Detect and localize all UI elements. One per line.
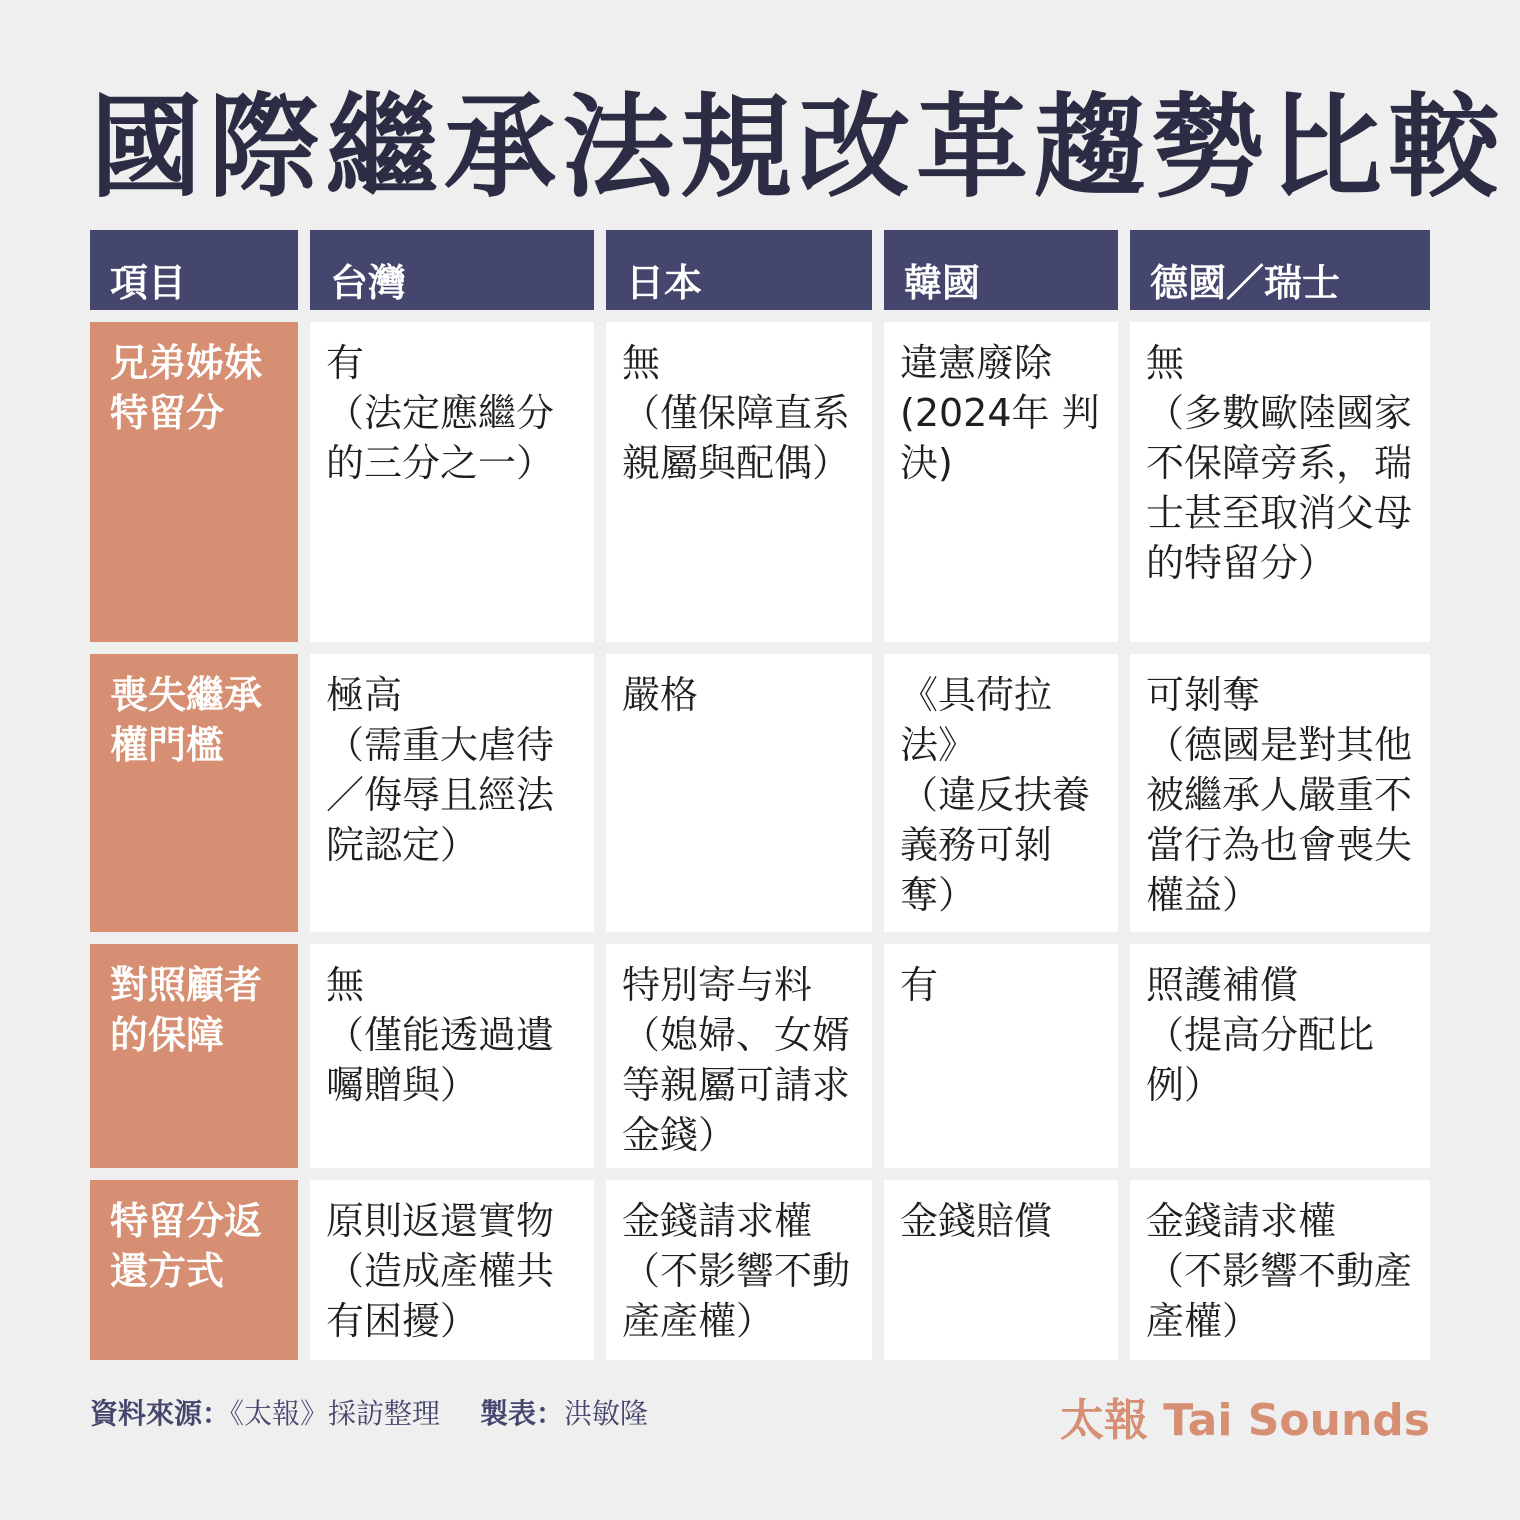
comparison-table [90, 230, 1430, 1360]
table-cell [310, 654, 594, 932]
cell-note: （僅能透過遺囑贈與） [326, 1013, 555, 1107]
cell-main: 特別寄与料 [622, 963, 813, 1007]
cell-main: 無 [1146, 341, 1185, 385]
cell-note: （不影響不動產產權） [1146, 1249, 1413, 1343]
row-label-line: 兄弟姊妹 [110, 341, 263, 385]
cell-main: 無 [326, 963, 365, 1007]
cell-note: （德國是對其他被繼承人嚴重不當行為也會喪失權益） [1146, 723, 1413, 917]
row-label-caregiver-protection [90, 944, 298, 1168]
header-germany-switzerland: 德國／瑞士 [1130, 230, 1430, 310]
cell-main: 極高 [326, 673, 403, 717]
row-label-line: 喪失繼承 [110, 673, 263, 717]
cell-main: 可剝奪 [1146, 673, 1261, 717]
row-label-line: 特留分返 [110, 1199, 263, 1243]
row-label-line: 特留分 [110, 391, 225, 435]
cell-note: （提高分配比例） [1146, 1013, 1375, 1107]
footer-credits [90, 1392, 648, 1432]
row-label-line: 的保障 [110, 1013, 225, 1057]
cell-note: （造成產權共有困擾） [326, 1249, 555, 1343]
source-value: 《太報》採訪整理 [230, 1397, 441, 1430]
table-cell [1130, 654, 1430, 932]
row-label-sibling-reserved-share [90, 322, 298, 642]
header-taiwan: 台灣 [310, 230, 594, 310]
cell-main: 金錢請求權 [1146, 1199, 1337, 1243]
table-cell [606, 1180, 872, 1360]
row-label-line: 還方式 [110, 1249, 225, 1293]
table-cell [884, 322, 1118, 642]
header-japan: 日本 [606, 230, 872, 310]
table-cell [1130, 322, 1430, 642]
row-label-reserved-share-return-method [90, 1180, 298, 1360]
cell-main: 《具荷拉法》 [900, 673, 1053, 767]
cell-note: （媳婦、女婿等親屬可請求金錢） [622, 1013, 851, 1157]
table-cell [884, 1180, 1118, 1360]
table-cell [310, 944, 594, 1168]
cell-note: （違反扶養義務可剝奪） [900, 773, 1091, 917]
table-cell [1130, 1180, 1430, 1360]
table-cell [606, 944, 872, 1168]
cell-main: 原則返還實物 [326, 1199, 555, 1243]
maker-label: 製表： [480, 1397, 565, 1430]
table-cell [606, 322, 872, 642]
page-title: 國際繼承法規改革趨勢比較 [90, 83, 1506, 213]
cell-note: (2024年 判決) [900, 391, 1100, 485]
table-cell [606, 654, 872, 932]
cell-main: 違憲廢除 [900, 341, 1053, 385]
table-cell [884, 654, 1118, 932]
cell-main: 無 [622, 341, 661, 385]
cell-note: （不影響不動產產權） [622, 1249, 851, 1343]
row-label-line: 對照顧者 [110, 963, 263, 1007]
cell-note: （僅保障直系親屬與配偶） [622, 391, 851, 485]
table-cell [310, 322, 594, 642]
cell-note: （需重大虐待／侮辱且經法院認定） [326, 723, 555, 867]
row-label-line: 權門檻 [110, 723, 225, 767]
table-cell [310, 1180, 594, 1360]
cell-main: 嚴格 [622, 673, 699, 717]
table-cell [884, 944, 1118, 1168]
row-label-loss-of-inheritance-threshold [90, 654, 298, 932]
source-label: 資料來源： [90, 1397, 231, 1430]
maker-value: 洪敏隆 [564, 1397, 649, 1430]
cell-main: 有 [900, 963, 939, 1007]
table-cell [1130, 944, 1430, 1168]
cell-note: （多數歐陸國家不保障旁系，瑞士甚至取消父母的特留分） [1146, 391, 1413, 585]
header-korea: 韓國 [884, 230, 1118, 310]
cell-main: 金錢賠償 [900, 1199, 1053, 1243]
cell-main: 照護補償 [1146, 963, 1299, 1007]
cell-note: （法定應繼分的三分之一） [326, 391, 555, 485]
header-item: 項目 [90, 230, 298, 310]
cell-main: 金錢請求權 [622, 1199, 813, 1243]
cell-main: 有 [326, 341, 365, 385]
brand-logo: 太報 Tai Sounds [1059, 1395, 1430, 1446]
